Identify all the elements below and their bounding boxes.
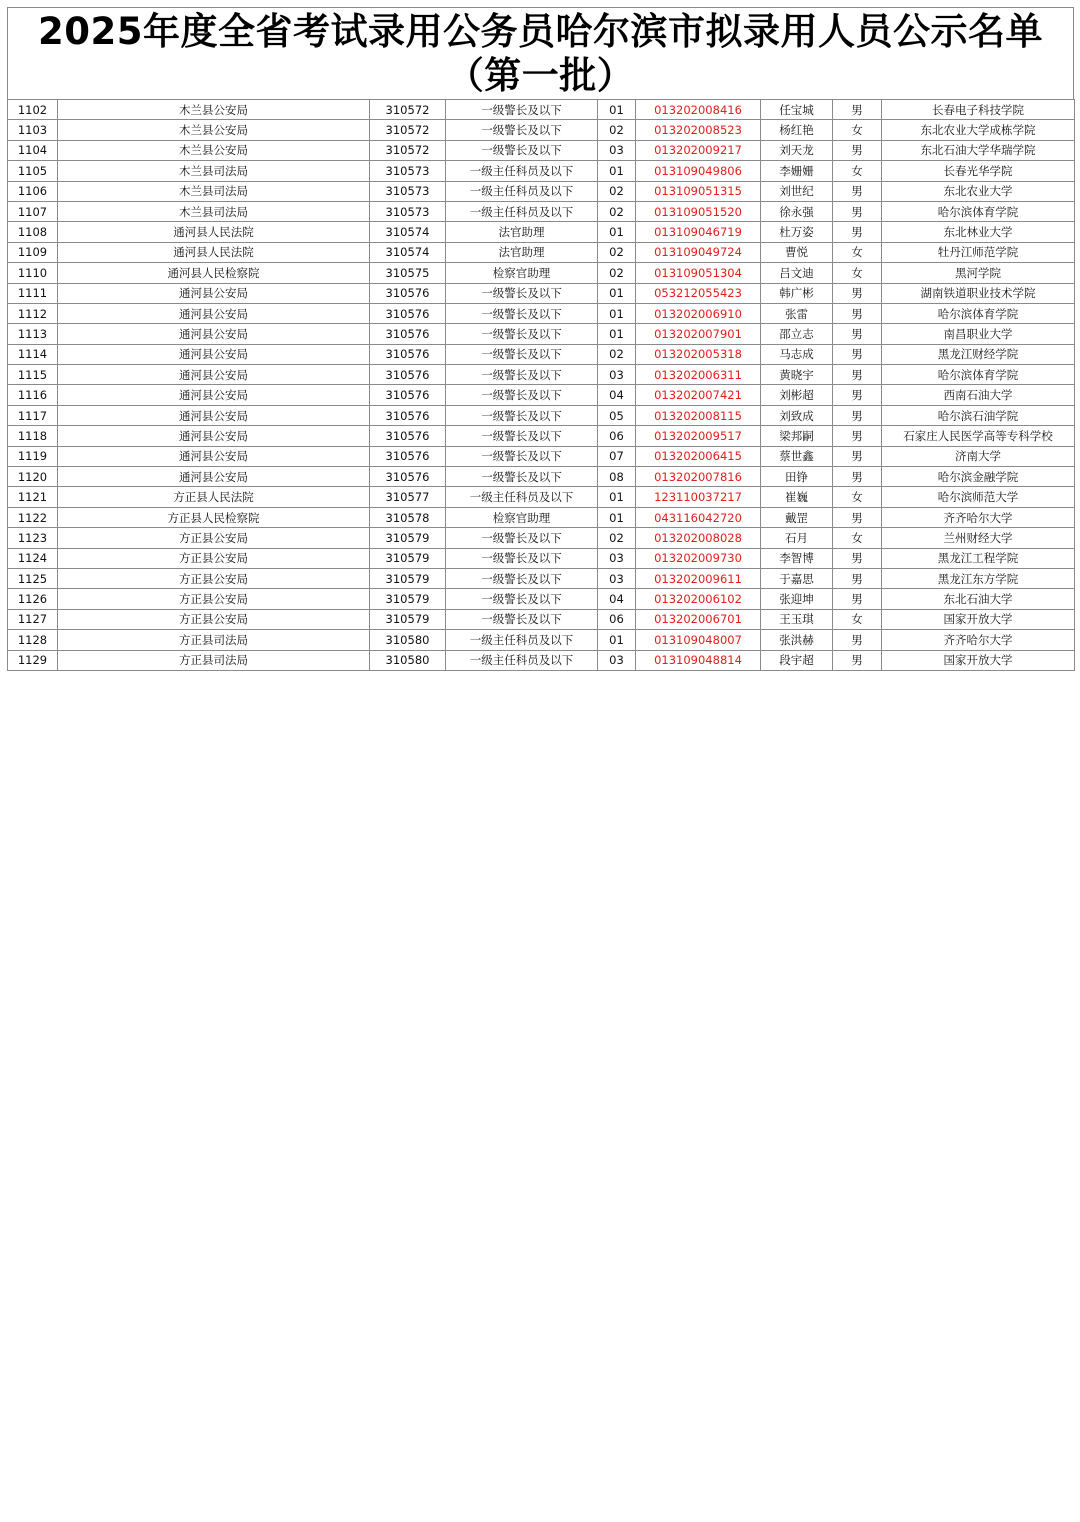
gender-cell: 男 bbox=[833, 405, 882, 425]
row-number-cell: 1124 bbox=[8, 548, 58, 568]
position-code-cell: 310575 bbox=[370, 263, 446, 283]
employer-cell: 通河县公安局 bbox=[58, 324, 370, 344]
sequence-cell: 02 bbox=[598, 201, 636, 221]
gender-cell: 男 bbox=[833, 548, 882, 568]
table-row bbox=[8, 630, 1075, 650]
position-name-cell: 一级警长及以下 bbox=[446, 426, 598, 446]
school-cell: 长春光华学院 bbox=[882, 161, 1075, 181]
employer-cell: 木兰县公安局 bbox=[58, 100, 370, 120]
exam-number-cell: 013202006415 bbox=[636, 446, 761, 466]
candidate-name-cell: 徐永强 bbox=[761, 201, 833, 221]
position-code-cell: 310579 bbox=[370, 568, 446, 588]
table-row bbox=[8, 344, 1075, 364]
school-cell: 南昌职业大学 bbox=[882, 324, 1075, 344]
exam-number-cell: 013202006701 bbox=[636, 609, 761, 629]
position-name-cell: 一级警长及以下 bbox=[446, 548, 598, 568]
exam-number-cell: 013202006910 bbox=[636, 303, 761, 323]
school-cell: 哈尔滨体育学院 bbox=[882, 201, 1075, 221]
position-name-cell: 一级警长及以下 bbox=[446, 283, 598, 303]
exam-number-cell: 013202009517 bbox=[636, 426, 761, 446]
position-name-cell: 一级主任科员及以下 bbox=[446, 650, 598, 670]
row-number-cell: 1111 bbox=[8, 283, 58, 303]
sequence-cell: 02 bbox=[598, 344, 636, 364]
position-code-cell: 310577 bbox=[370, 487, 446, 507]
position-code-cell: 310573 bbox=[370, 201, 446, 221]
exam-number-cell: 013202005318 bbox=[636, 344, 761, 364]
exam-number-cell: 053212055423 bbox=[636, 283, 761, 303]
page-title: 2025年度全省考试录用公务员哈尔滨市拟录用人员公示名单（第一批） bbox=[38, 9, 1043, 97]
exam-number-cell: 013109048814 bbox=[636, 650, 761, 670]
sequence-cell: 01 bbox=[598, 630, 636, 650]
gender-cell: 男 bbox=[833, 507, 882, 527]
candidate-name-cell: 杨红艳 bbox=[761, 120, 833, 140]
position-name-cell: 一级警长及以下 bbox=[446, 385, 598, 405]
position-name-cell: 一级主任科员及以下 bbox=[446, 161, 598, 181]
sequence-cell: 01 bbox=[598, 324, 636, 344]
table-row bbox=[8, 528, 1075, 548]
exam-number-cell: 013202008115 bbox=[636, 405, 761, 425]
exam-number-cell: 013202009217 bbox=[636, 140, 761, 160]
gender-cell: 男 bbox=[833, 303, 882, 323]
row-number-cell: 1118 bbox=[8, 426, 58, 446]
table-row bbox=[8, 385, 1075, 405]
table-row bbox=[8, 263, 1075, 283]
position-code-cell: 310576 bbox=[370, 426, 446, 446]
sequence-cell: 02 bbox=[598, 120, 636, 140]
school-cell: 黑龙江东方学院 bbox=[882, 568, 1075, 588]
table-row bbox=[8, 507, 1075, 527]
employer-cell: 方正县公安局 bbox=[58, 609, 370, 629]
row-number-cell: 1127 bbox=[8, 609, 58, 629]
position-name-cell: 法官助理 bbox=[446, 242, 598, 262]
table-row bbox=[8, 140, 1075, 160]
row-number-cell: 1114 bbox=[8, 344, 58, 364]
exam-number-cell: 013202006311 bbox=[636, 365, 761, 385]
position-name-cell: 一级警长及以下 bbox=[446, 609, 598, 629]
school-cell: 牡丹江师范学院 bbox=[882, 242, 1075, 262]
exam-number-cell: 013109046719 bbox=[636, 222, 761, 242]
sequence-cell: 01 bbox=[598, 100, 636, 120]
candidate-name-cell: 李姗姗 bbox=[761, 161, 833, 181]
exam-number-cell: 013202008523 bbox=[636, 120, 761, 140]
sequence-cell: 04 bbox=[598, 589, 636, 609]
position-name-cell: 一级主任科员及以下 bbox=[446, 630, 598, 650]
candidate-name-cell: 戴罡 bbox=[761, 507, 833, 527]
position-name-cell: 法官助理 bbox=[446, 222, 598, 242]
table-row bbox=[8, 548, 1075, 568]
school-cell: 齐齐哈尔大学 bbox=[882, 630, 1075, 650]
table-row bbox=[8, 100, 1075, 120]
sequence-cell: 01 bbox=[598, 507, 636, 527]
candidate-name-cell: 张雷 bbox=[761, 303, 833, 323]
school-cell: 国家开放大学 bbox=[882, 650, 1075, 670]
gender-cell: 女 bbox=[833, 242, 882, 262]
gender-cell: 男 bbox=[833, 100, 882, 120]
school-cell: 湖南铁道职业技术学院 bbox=[882, 283, 1075, 303]
position-name-cell: 一级警长及以下 bbox=[446, 446, 598, 466]
employer-cell: 木兰县司法局 bbox=[58, 201, 370, 221]
position-code-cell: 310572 bbox=[370, 140, 446, 160]
school-cell: 国家开放大学 bbox=[882, 609, 1075, 629]
row-number-cell: 1113 bbox=[8, 324, 58, 344]
position-code-cell: 310576 bbox=[370, 446, 446, 466]
gender-cell: 男 bbox=[833, 568, 882, 588]
table-row bbox=[8, 181, 1075, 201]
exam-number-cell: 013109051315 bbox=[636, 181, 761, 201]
gender-cell: 男 bbox=[833, 426, 882, 446]
candidate-name-cell: 梁邦嗣 bbox=[761, 426, 833, 446]
candidate-name-cell: 黄晓宇 bbox=[761, 365, 833, 385]
sequence-cell: 06 bbox=[598, 426, 636, 446]
position-code-cell: 310574 bbox=[370, 242, 446, 262]
position-code-cell: 310576 bbox=[370, 303, 446, 323]
table-row bbox=[8, 201, 1075, 221]
gender-cell: 男 bbox=[833, 365, 882, 385]
exam-number-cell: 123110037217 bbox=[636, 487, 761, 507]
row-number-cell: 1110 bbox=[8, 263, 58, 283]
row-number-cell: 1106 bbox=[8, 181, 58, 201]
school-cell: 哈尔滨石油学院 bbox=[882, 405, 1075, 425]
school-cell: 哈尔滨体育学院 bbox=[882, 303, 1075, 323]
position-code-cell: 310579 bbox=[370, 548, 446, 568]
school-cell: 黑龙江工程学院 bbox=[882, 548, 1075, 568]
position-code-cell: 310576 bbox=[370, 283, 446, 303]
employer-cell: 通河县人民法院 bbox=[58, 222, 370, 242]
employer-cell: 方正县公安局 bbox=[58, 589, 370, 609]
sequence-cell: 02 bbox=[598, 242, 636, 262]
position-code-cell: 310572 bbox=[370, 100, 446, 120]
candidate-name-cell: 马志成 bbox=[761, 344, 833, 364]
sequence-cell: 01 bbox=[598, 303, 636, 323]
exam-number-cell: 013202007816 bbox=[636, 467, 761, 487]
exam-number-cell: 013109051304 bbox=[636, 263, 761, 283]
row-number-cell: 1112 bbox=[8, 303, 58, 323]
school-cell: 东北石油大学华瑞学院 bbox=[882, 140, 1075, 160]
employer-cell: 木兰县司法局 bbox=[58, 161, 370, 181]
sequence-cell: 03 bbox=[598, 548, 636, 568]
table-row bbox=[8, 222, 1075, 242]
position-code-cell: 310578 bbox=[370, 507, 446, 527]
gender-cell: 男 bbox=[833, 467, 882, 487]
school-cell: 西南石油大学 bbox=[882, 385, 1075, 405]
candidate-name-cell: 李智博 bbox=[761, 548, 833, 568]
table-row bbox=[8, 303, 1075, 323]
row-number-cell: 1122 bbox=[8, 507, 58, 527]
table-row bbox=[8, 609, 1075, 629]
table-row bbox=[8, 120, 1075, 140]
table-row bbox=[8, 650, 1075, 670]
position-code-cell: 310579 bbox=[370, 528, 446, 548]
position-code-cell: 310576 bbox=[370, 344, 446, 364]
exam-number-cell: 013109049724 bbox=[636, 242, 761, 262]
candidate-name-cell: 田铮 bbox=[761, 467, 833, 487]
position-name-cell: 一级警长及以下 bbox=[446, 303, 598, 323]
school-cell: 石家庄人民医学高等专科学校 bbox=[882, 426, 1075, 446]
row-number-cell: 1119 bbox=[8, 446, 58, 466]
exam-number-cell: 013109049806 bbox=[636, 161, 761, 181]
candidate-name-cell: 王玉琪 bbox=[761, 609, 833, 629]
exam-number-cell: 013109048007 bbox=[636, 630, 761, 650]
sequence-cell: 05 bbox=[598, 405, 636, 425]
position-name-cell: 一级警长及以下 bbox=[446, 589, 598, 609]
employer-cell: 方正县人民法院 bbox=[58, 487, 370, 507]
school-cell: 哈尔滨体育学院 bbox=[882, 365, 1075, 385]
position-code-cell: 310580 bbox=[370, 630, 446, 650]
row-number-cell: 1125 bbox=[8, 568, 58, 588]
sequence-cell: 08 bbox=[598, 467, 636, 487]
table-row bbox=[8, 487, 1075, 507]
row-number-cell: 1123 bbox=[8, 528, 58, 548]
position-name-cell: 一级主任科员及以下 bbox=[446, 487, 598, 507]
row-number-cell: 1129 bbox=[8, 650, 58, 670]
employer-cell: 通河县人民检察院 bbox=[58, 263, 370, 283]
gender-cell: 女 bbox=[833, 263, 882, 283]
candidate-name-cell: 韩广彬 bbox=[761, 283, 833, 303]
school-cell: 东北石油大学 bbox=[882, 589, 1075, 609]
candidate-name-cell: 吕文迪 bbox=[761, 263, 833, 283]
sequence-cell: 07 bbox=[598, 446, 636, 466]
gender-cell: 男 bbox=[833, 650, 882, 670]
row-number-cell: 1105 bbox=[8, 161, 58, 181]
position-code-cell: 310573 bbox=[370, 161, 446, 181]
position-code-cell: 310576 bbox=[370, 385, 446, 405]
row-number-cell: 1116 bbox=[8, 385, 58, 405]
employer-cell: 方正县司法局 bbox=[58, 630, 370, 650]
employer-cell: 木兰县公安局 bbox=[58, 140, 370, 160]
position-code-cell: 310580 bbox=[370, 650, 446, 670]
school-cell: 长春电子科技学院 bbox=[882, 100, 1075, 120]
candidate-name-cell: 刘彬超 bbox=[761, 385, 833, 405]
exam-number-cell: 013202009611 bbox=[636, 568, 761, 588]
candidate-name-cell: 刘天龙 bbox=[761, 140, 833, 160]
candidate-name-cell: 杜万姿 bbox=[761, 222, 833, 242]
table-row bbox=[8, 426, 1075, 446]
exam-number-cell: 013202007421 bbox=[636, 385, 761, 405]
position-name-cell: 一级警长及以下 bbox=[446, 405, 598, 425]
candidate-name-cell: 于嘉思 bbox=[761, 568, 833, 588]
candidate-name-cell: 张洪赫 bbox=[761, 630, 833, 650]
employer-cell: 方正县公安局 bbox=[58, 568, 370, 588]
school-cell: 东北林业大学 bbox=[882, 222, 1075, 242]
position-name-cell: 一级警长及以下 bbox=[446, 120, 598, 140]
gender-cell: 男 bbox=[833, 385, 882, 405]
employer-cell: 通河县公安局 bbox=[58, 365, 370, 385]
row-number-cell: 1107 bbox=[8, 201, 58, 221]
row-number-cell: 1120 bbox=[8, 467, 58, 487]
gender-cell: 女 bbox=[833, 120, 882, 140]
candidate-name-cell: 石月 bbox=[761, 528, 833, 548]
employer-cell: 方正县公安局 bbox=[58, 528, 370, 548]
employer-cell: 通河县人民法院 bbox=[58, 242, 370, 262]
school-cell: 黑河学院 bbox=[882, 263, 1075, 283]
row-number-cell: 1104 bbox=[8, 140, 58, 160]
school-cell: 哈尔滨师范大学 bbox=[882, 487, 1075, 507]
sequence-cell: 03 bbox=[598, 365, 636, 385]
sequence-cell: 04 bbox=[598, 385, 636, 405]
candidate-name-cell: 邵立志 bbox=[761, 324, 833, 344]
position-code-cell: 310574 bbox=[370, 222, 446, 242]
table-row bbox=[8, 589, 1075, 609]
gender-cell: 男 bbox=[833, 589, 882, 609]
employer-cell: 通河县公安局 bbox=[58, 303, 370, 323]
sequence-cell: 02 bbox=[598, 263, 636, 283]
title-box bbox=[7, 7, 1074, 99]
employer-cell: 方正县公安局 bbox=[58, 548, 370, 568]
position-code-cell: 310579 bbox=[370, 589, 446, 609]
candidate-name-cell: 曹悦 bbox=[761, 242, 833, 262]
gender-cell: 男 bbox=[833, 283, 882, 303]
school-cell: 济南大学 bbox=[882, 446, 1075, 466]
employer-cell: 通河县公安局 bbox=[58, 426, 370, 446]
row-number-cell: 1115 bbox=[8, 365, 58, 385]
candidate-name-cell: 刘世纪 bbox=[761, 181, 833, 201]
table-row bbox=[8, 568, 1075, 588]
candidate-name-cell: 蔡世鑫 bbox=[761, 446, 833, 466]
gender-cell: 男 bbox=[833, 630, 882, 650]
row-number-cell: 1128 bbox=[8, 630, 58, 650]
position-code-cell: 310576 bbox=[370, 365, 446, 385]
position-name-cell: 一级主任科员及以下 bbox=[446, 201, 598, 221]
table-row bbox=[8, 365, 1075, 385]
exam-number-cell: 013202006102 bbox=[636, 589, 761, 609]
exam-number-cell: 013202007901 bbox=[636, 324, 761, 344]
employer-cell: 通河县公安局 bbox=[58, 344, 370, 364]
roster-table bbox=[7, 99, 1075, 671]
sequence-cell: 01 bbox=[598, 161, 636, 181]
position-name-cell: 一级警长及以下 bbox=[446, 528, 598, 548]
position-code-cell: 310576 bbox=[370, 405, 446, 425]
position-name-cell: 检察官助理 bbox=[446, 263, 598, 283]
sequence-cell: 06 bbox=[598, 609, 636, 629]
sequence-cell: 01 bbox=[598, 283, 636, 303]
exam-number-cell: 013202008416 bbox=[636, 100, 761, 120]
candidate-name-cell: 崔巍 bbox=[761, 487, 833, 507]
row-number-cell: 1102 bbox=[8, 100, 58, 120]
position-code-cell: 310572 bbox=[370, 120, 446, 140]
gender-cell: 男 bbox=[833, 324, 882, 344]
row-number-cell: 1109 bbox=[8, 242, 58, 262]
table-row bbox=[8, 405, 1075, 425]
row-number-cell: 1103 bbox=[8, 120, 58, 140]
gender-cell: 男 bbox=[833, 201, 882, 221]
position-code-cell: 310573 bbox=[370, 181, 446, 201]
position-name-cell: 一级警长及以下 bbox=[446, 344, 598, 364]
candidate-name-cell: 段宇超 bbox=[761, 650, 833, 670]
row-number-cell: 1108 bbox=[8, 222, 58, 242]
roster-body bbox=[8, 100, 1075, 671]
candidate-name-cell: 任宝城 bbox=[761, 100, 833, 120]
sequence-cell: 02 bbox=[598, 528, 636, 548]
position-code-cell: 310576 bbox=[370, 324, 446, 344]
gender-cell: 男 bbox=[833, 344, 882, 364]
table-row bbox=[8, 161, 1075, 181]
position-name-cell: 一级警长及以下 bbox=[446, 140, 598, 160]
position-name-cell: 一级警长及以下 bbox=[446, 467, 598, 487]
employer-cell: 通河县公安局 bbox=[58, 467, 370, 487]
sequence-cell: 01 bbox=[598, 487, 636, 507]
sequence-cell: 02 bbox=[598, 181, 636, 201]
table-row bbox=[8, 324, 1075, 344]
gender-cell: 男 bbox=[833, 140, 882, 160]
position-name-cell: 检察官助理 bbox=[446, 507, 598, 527]
exam-number-cell: 043116042720 bbox=[636, 507, 761, 527]
employer-cell: 方正县人民检察院 bbox=[58, 507, 370, 527]
sequence-cell: 01 bbox=[598, 222, 636, 242]
gender-cell: 男 bbox=[833, 181, 882, 201]
position-name-cell: 一级警长及以下 bbox=[446, 365, 598, 385]
position-code-cell: 310579 bbox=[370, 609, 446, 629]
row-number-cell: 1117 bbox=[8, 405, 58, 425]
position-code-cell: 310576 bbox=[370, 467, 446, 487]
gender-cell: 女 bbox=[833, 161, 882, 181]
school-cell: 兰州财经大学 bbox=[882, 528, 1075, 548]
row-number-cell: 1121 bbox=[8, 487, 58, 507]
gender-cell: 男 bbox=[833, 446, 882, 466]
row-number-cell: 1126 bbox=[8, 589, 58, 609]
table-row bbox=[8, 283, 1075, 303]
employer-cell: 木兰县司法局 bbox=[58, 181, 370, 201]
candidate-name-cell: 张迎坤 bbox=[761, 589, 833, 609]
position-name-cell: 一级警长及以下 bbox=[446, 100, 598, 120]
document-sheet bbox=[7, 7, 1074, 671]
sequence-cell: 03 bbox=[598, 140, 636, 160]
exam-number-cell: 013202008028 bbox=[636, 528, 761, 548]
exam-number-cell: 013202009730 bbox=[636, 548, 761, 568]
candidate-name-cell: 刘致成 bbox=[761, 405, 833, 425]
table-row bbox=[8, 242, 1075, 262]
school-cell: 东北农业大学 bbox=[882, 181, 1075, 201]
employer-cell: 方正县司法局 bbox=[58, 650, 370, 670]
position-name-cell: 一级警长及以下 bbox=[446, 324, 598, 344]
sequence-cell: 03 bbox=[598, 568, 636, 588]
sequence-cell: 03 bbox=[598, 650, 636, 670]
employer-cell: 木兰县公安局 bbox=[58, 120, 370, 140]
employer-cell: 通河县公安局 bbox=[58, 385, 370, 405]
gender-cell: 女 bbox=[833, 528, 882, 548]
school-cell: 哈尔滨金融学院 bbox=[882, 467, 1075, 487]
table-row bbox=[8, 446, 1075, 466]
employer-cell: 通河县公安局 bbox=[58, 446, 370, 466]
gender-cell: 女 bbox=[833, 487, 882, 507]
exam-number-cell: 013109051520 bbox=[636, 201, 761, 221]
position-name-cell: 一级警长及以下 bbox=[446, 568, 598, 588]
school-cell: 齐齐哈尔大学 bbox=[882, 507, 1075, 527]
position-name-cell: 一级主任科员及以下 bbox=[446, 181, 598, 201]
school-cell: 黑龙江财经学院 bbox=[882, 344, 1075, 364]
table-row bbox=[8, 467, 1075, 487]
gender-cell: 女 bbox=[833, 609, 882, 629]
school-cell: 东北农业大学成栋学院 bbox=[882, 120, 1075, 140]
employer-cell: 通河县公安局 bbox=[58, 405, 370, 425]
employer-cell: 通河县公安局 bbox=[58, 283, 370, 303]
gender-cell: 男 bbox=[833, 222, 882, 242]
